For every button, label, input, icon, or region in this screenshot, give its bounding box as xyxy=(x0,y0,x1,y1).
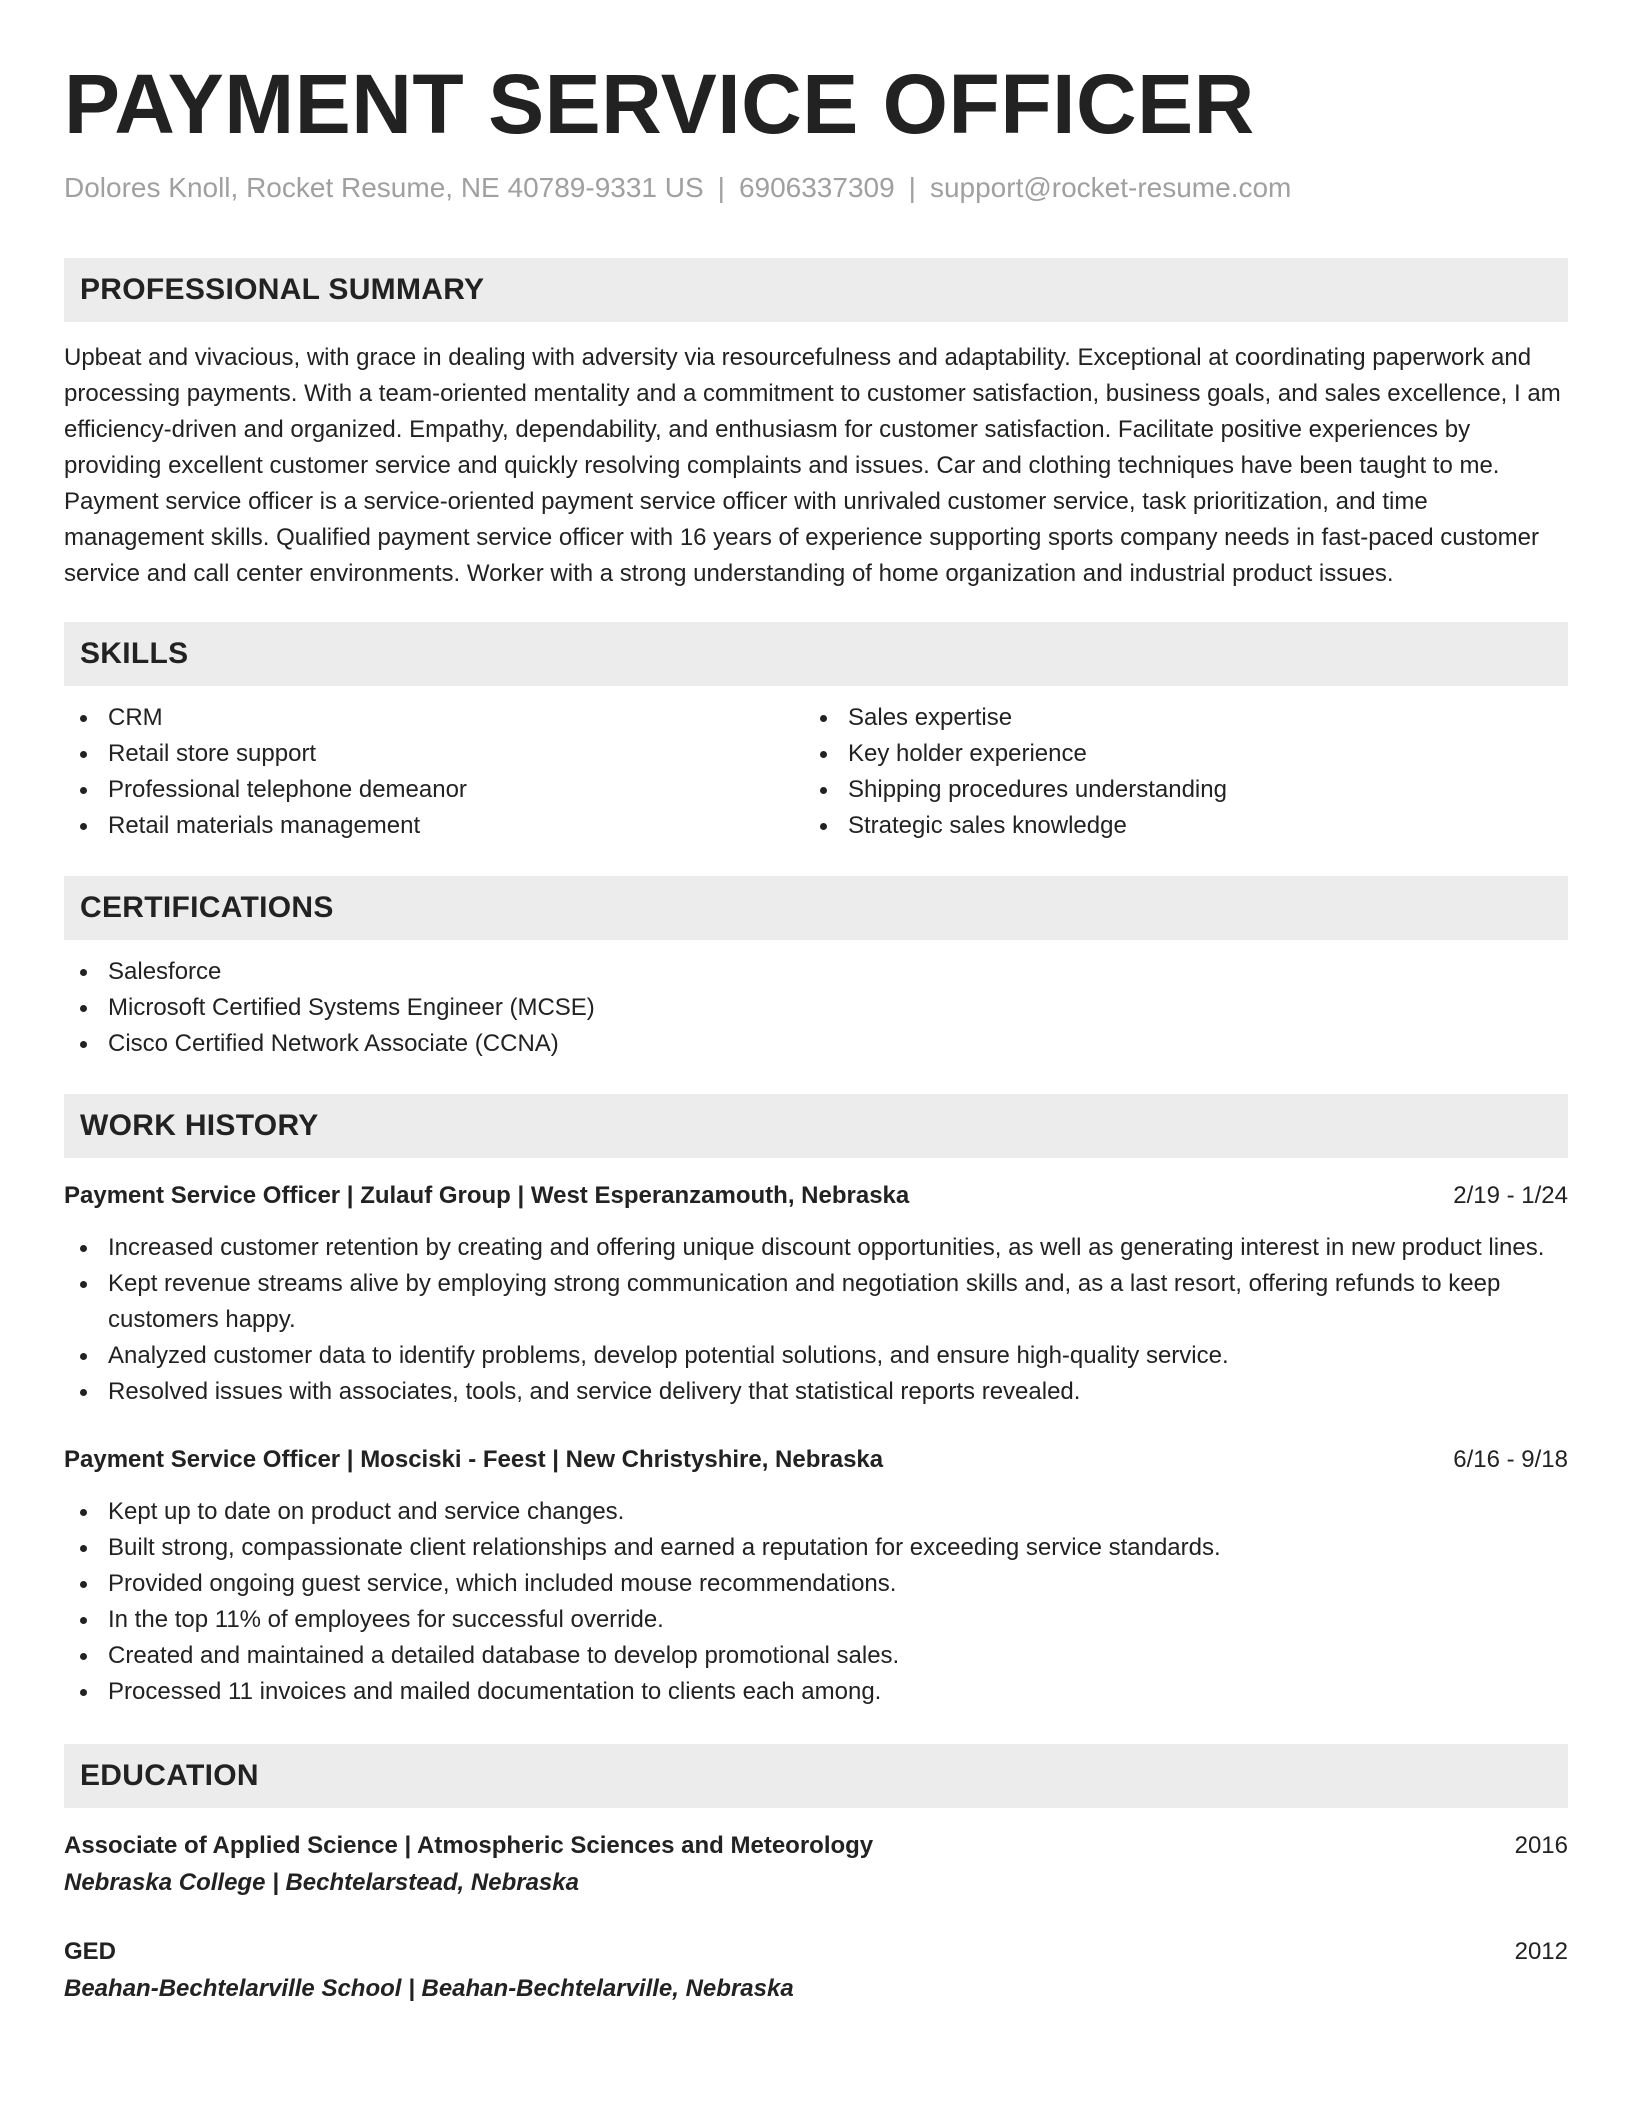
job-bullet: Analyzed customer data to identify problems, develop potential solutions, and ensure high-quality service. xyxy=(64,1338,1568,1374)
education-entry xyxy=(64,1828,1568,1902)
summary-text: Upbeat and vivacious, with grace in dealing with adversity via resourcefulness and adaptability. Exceptional at coordinating paperwork and processing payments. With a team-oriented mentality and a commitment to customer satisfaction, business goals, and sales excellence, I am efficiency-driven and organized. Empathy, dependability, and enthusiasm for customer satisfaction. Facilitate positive experiences by providing excellent customer service and quickly resolving complaints and issues. Car and clothing techniques have been taught to me. Payment service officer is a service-oriented payment service officer with unrivaled customer service, task prioritization, and time management skills. Qualified payment service officer with 16 years of experience supporting sports company needs in fast-paced customer service and call center environments. Worker with a strong understanding of home organization and industrial product issues. xyxy=(64,344,1561,587)
education-entry xyxy=(64,1934,1568,2008)
section-header-certifications xyxy=(64,876,1568,940)
education-year: 2016 xyxy=(1514,1832,1568,1859)
certifications-list xyxy=(64,954,1568,1062)
section-title: WORK HISTORY xyxy=(80,1109,319,1142)
certification-item: Cisco Certified Network Associate (CCNA) xyxy=(64,1026,1568,1062)
job-bullet: Processed 11 invoices and mailed documentation to clients each among. xyxy=(64,1674,1568,1710)
section-title: SKILLS xyxy=(80,637,189,670)
job-bullet: Kept revenue streams alive by employing strong communication and negotiation skills and, as a last resort, offering refunds to keep customers happy. xyxy=(64,1266,1568,1338)
section-header-education xyxy=(64,1744,1568,1808)
skill-item: Key holder experience xyxy=(804,736,1544,772)
contact-separator: | xyxy=(908,172,916,203)
section-title: PROFESSIONAL SUMMARY xyxy=(80,273,485,306)
skill-item: CRM xyxy=(64,700,804,736)
job-bullet: Increased customer retention by creating and offering unique discount opportunities, as well as generating interest in new product lines. xyxy=(64,1230,1568,1266)
job-bullet: In the top 11% of employees for successful override. xyxy=(64,1602,1568,1638)
job-bullets xyxy=(64,1494,1568,1710)
education-school: Nebraska College | Bechtelarstead, Nebraska xyxy=(64,1869,579,1896)
education-school: Beahan-Bechtelarville School | Beahan-Bechtelarville, Nebraska xyxy=(64,1975,794,2002)
education-degree: Associate of Applied Science | Atmospheric Sciences and Meteorology xyxy=(64,1832,874,1859)
skills-grid xyxy=(64,700,1568,844)
education-degree: GED xyxy=(64,1938,117,1965)
job-bullet: Built strong, compassionate client relationships and earned a reputation for exceeding service standards. xyxy=(64,1530,1568,1566)
certification-item: Microsoft Certified Systems Engineer (MCSE) xyxy=(64,990,1568,1026)
job-bullet: Kept up to date on product and service changes. xyxy=(64,1494,1568,1530)
section-title: EDUCATION xyxy=(80,1759,259,1792)
job-heading xyxy=(64,1178,1568,1214)
contact-address: Dolores Knoll, Rocket Resume, NE 40789-9331 US xyxy=(64,172,704,203)
skills-column-left xyxy=(64,700,804,844)
skill-item: Retail materials management xyxy=(64,808,804,844)
contact-phone: 6906337309 xyxy=(738,172,895,203)
job-title: Payment Service Officer | Zulauf Group | West Esperanzamouth, Nebraska xyxy=(64,1182,910,1209)
job-dates: 6/16 - 9/18 xyxy=(1453,1446,1568,1473)
skill-item: Shipping procedures understanding xyxy=(804,772,1544,808)
section-header-summary xyxy=(64,258,1568,322)
education-year: 2012 xyxy=(1514,1938,1568,1965)
job-bullet: Resolved issues with associates, tools, and service delivery that statistical reports revealed. xyxy=(64,1374,1568,1410)
section-header-work-history xyxy=(64,1094,1568,1158)
skill-item: Strategic sales knowledge xyxy=(804,808,1544,844)
certification-item: Salesforce xyxy=(64,954,1568,990)
job-bullet: Provided ongoing guest service, which included mouse recommendations. xyxy=(64,1566,1568,1602)
skill-item: Sales expertise xyxy=(804,700,1544,736)
skills-column-right xyxy=(804,700,1544,844)
contact-email: support@rocket-resume.com xyxy=(929,172,1292,203)
section-title: CERTIFICATIONS xyxy=(80,891,334,924)
job-title: Payment Service Officer | Mosciski - Feest | New Christyshire, Nebraska xyxy=(64,1446,884,1473)
section-header-skills xyxy=(64,622,1568,686)
skill-item: Professional telephone demeanor xyxy=(64,772,804,808)
contact-separator: | xyxy=(717,172,725,203)
job-dates: 2/19 - 1/24 xyxy=(1453,1182,1568,1209)
job-bullets xyxy=(64,1230,1568,1410)
contact-line xyxy=(64,170,1568,206)
resume-title: PAYMENT SERVICE OFFICER xyxy=(64,57,1255,151)
job-bullet: Created and maintained a detailed database to develop promotional sales. xyxy=(64,1638,1568,1674)
skill-item: Retail store support xyxy=(64,736,804,772)
job-heading xyxy=(64,1442,1568,1478)
